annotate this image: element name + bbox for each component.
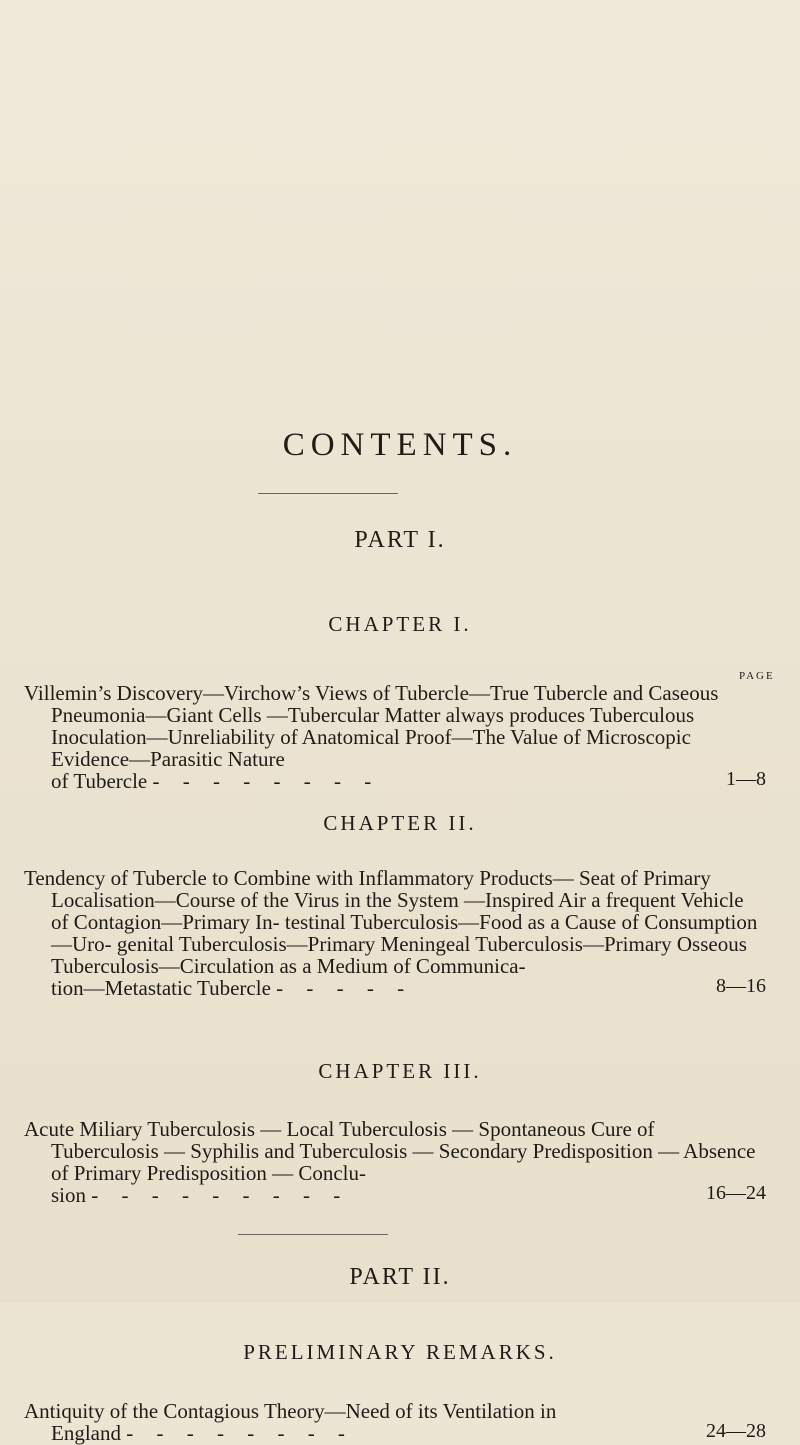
chapter-1-heading: CHAPTER I.	[328, 612, 472, 636]
preliminary-remarks-page-range: 24—28	[706, 1420, 766, 1442]
contents-title: CONTENTS.	[282, 427, 518, 463]
chapter-2-entry	[24, 866, 766, 1000]
chapter-1-page-range: 1—8	[726, 768, 766, 790]
chapter-1-entry	[24, 681, 766, 793]
chapter-2-last-line	[24, 977, 760, 999]
page-column-label: PAGE	[739, 670, 775, 682]
chapter-3-last-line	[24, 1184, 760, 1206]
chapter-3-last-text: sion	[51, 1183, 87, 1207]
chapter-3-summary: Acute Miliary Tuberculosis — Local Tuberculosis — Spontaneous Cure of Tuberculosis — Syphilis and Tuberculosis — Secondary Predisposition — Absence of Primary Predisposition — Conclu-	[24, 1117, 756, 1185]
part-1-heading: PART I.	[354, 527, 446, 553]
chapter-3-entry	[24, 1117, 766, 1207]
preliminary-remarks-last-text: England	[51, 1421, 121, 1445]
preliminary-remarks-summary: Antiquity of the Contagious Theory—Need of its Ventilation in	[24, 1399, 557, 1423]
chapter-2-page-range: 8—16	[716, 975, 766, 997]
chapter-2-summary: Tendency of Tubercle to Combine with Inflammatory Products— Seat of Primary Localisation—Course of the Virus in the System —Inspired Air a frequent Vehicle of Contagion—Primary In- testinal Tuberculosis—Food as a Cause of Consumption—Uro- genital Tuberculosis—Primary Meningeal Tuberculosis—Primary Osseous Tuberculosis—Circulation as a Medium of Communica-	[24, 866, 758, 978]
chapter-1-last-text: of Tubercle	[51, 769, 148, 793]
chapter-1-last-line	[24, 770, 760, 792]
chapter-1-leaders: - - - - - - - -	[152, 769, 372, 793]
chapter-3-heading: CHAPTER III.	[318, 1059, 482, 1083]
part-2-heading: PART II.	[349, 1264, 451, 1290]
part-divider	[238, 1234, 388, 1235]
chapter-2-last-text: tion—Metastatic Tubercle	[51, 976, 271, 1000]
chapter-2-leaders: - - - - -	[276, 976, 405, 1000]
chapter-3-page-range: 16—24	[706, 1182, 766, 1204]
chapter-2-heading: CHAPTER II.	[323, 811, 477, 835]
chapter-3-leaders: - - - - - - - - -	[91, 1183, 341, 1207]
preliminary-remarks-leaders: - - - - - - - -	[126, 1421, 345, 1445]
title-divider	[258, 493, 398, 494]
preliminary-remarks-entry	[24, 1399, 766, 1445]
preliminary-remarks-last-line	[24, 1422, 760, 1444]
chapter-1-summary: Villemin’s Discovery—Virchow’s Views of Tubercle—True Tubercle and Caseous Pneumonia—Giant Cells —Tubercular Matter always produces Tuberculous Inoculation—Unreliability of Anatomical Proof—The Value of Microscopic Evidence—Parasitic Nature	[24, 681, 719, 771]
preliminary-remarks-heading: PRELIMINARY REMARKS.	[243, 1340, 557, 1364]
